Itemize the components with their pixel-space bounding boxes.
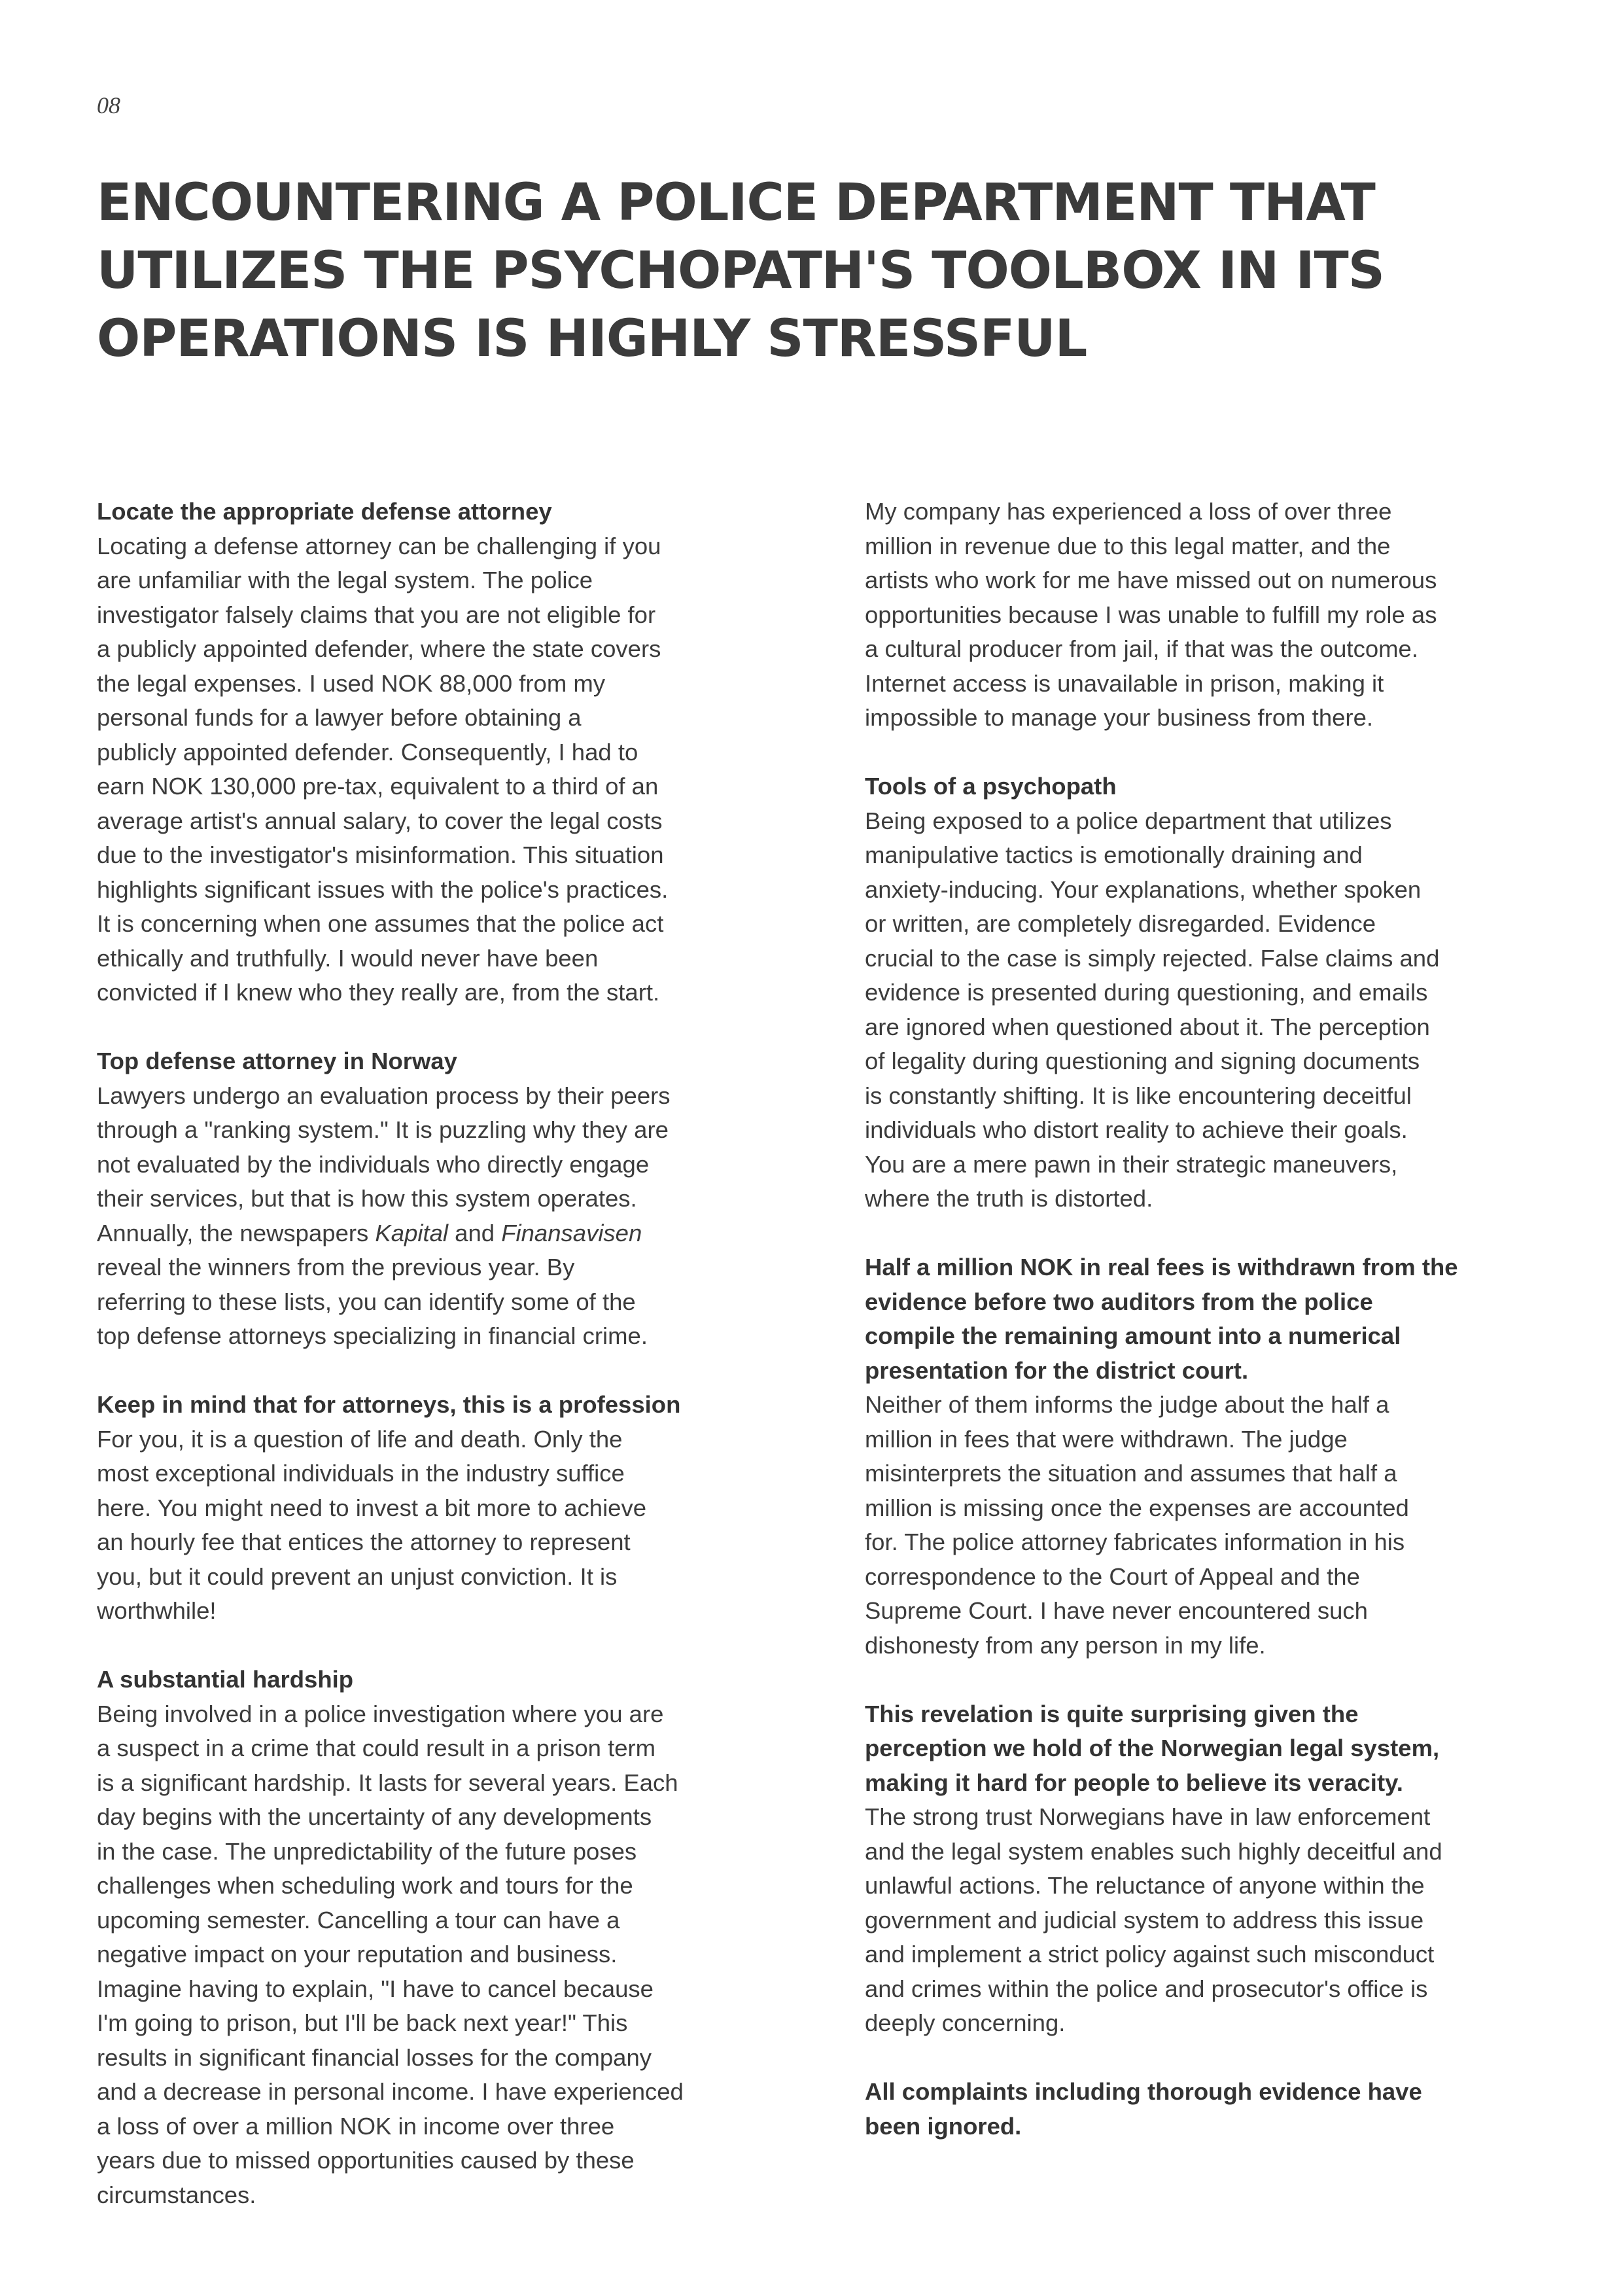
section-complaints [865, 2075, 1539, 2144]
text-line: an hourly fee that entices the attorney to represent [97, 1528, 631, 1555]
text-line: highlights significant issues with the police's practices. [97, 875, 669, 903]
right-column [865, 495, 1539, 2178]
text-line: You are a mere pawn in their strategic maneuvers, [865, 1150, 1398, 1178]
heading-line: perception we hold of the Norwegian legal system, [865, 1735, 1440, 1761]
text-line: a suspect in a crime that could result in a prison term [97, 1735, 656, 1761]
text-line: Supreme Court. I have never encountered such [865, 1597, 1368, 1624]
text-line: reveal the winners from the previous year. By [97, 1254, 575, 1280]
text-line: and the legal system enables such highly deceitful and [865, 1837, 1442, 1865]
text-line: publicly appointed defender. Consequently, I had to [97, 738, 638, 766]
text-line: million in fees that were withdrawn. The judge [865, 1425, 1348, 1453]
text-line: The strong trust Norwegians have in law enforcement [865, 1803, 1431, 1830]
section-tools-of-psychopath [865, 769, 1539, 1216]
text-line: manipulative tactics is emotionally draining and [865, 841, 1363, 868]
section-heading: Top defense attorney in Norway [97, 1048, 457, 1074]
text-line: evidence is presented during questioning, and emails [865, 979, 1428, 1006]
newspaper-name: Kapital [375, 1219, 449, 1246]
text-line: the legal expenses. I used NOK 88,000 from my [97, 669, 606, 697]
section-body [97, 1697, 764, 2213]
section-revelation [865, 1697, 1539, 2041]
page-number: 08 [97, 92, 120, 118]
text-line: are ignored when questioned about it. The perception [865, 1013, 1430, 1040]
text-line: crucial to the case is simply rejected. False claims and [865, 944, 1440, 972]
section-heading [865, 2075, 1539, 2144]
text-line: due to the investigator's misinformation. This situation [97, 841, 664, 868]
text-line: or written, are completely disregarded. Evidence [865, 910, 1376, 937]
section-heading: Locate the appropriate defense attorney [97, 498, 552, 525]
section-heading [865, 1697, 1539, 1801]
text-line: of legality during questioning and signing documents [865, 1048, 1420, 1074]
heading-line: Half a million NOK in real fees is withdrawn from the [865, 1254, 1458, 1280]
section-company-loss [865, 495, 1539, 735]
section-body [865, 1800, 1539, 2041]
text-line: are unfamiliar with the legal system. The police [97, 567, 593, 593]
text-line: For you, it is a question of life and death. Only the [97, 1425, 623, 1453]
text-line: convicted if I knew who they really are, from the start. [97, 979, 660, 1006]
section-heading: Keep in mind that for attorneys, this is a profession [97, 1391, 681, 1418]
text-line: not evaluated by the individuals who directly engage [97, 1150, 650, 1178]
text-line: where the truth is distorted. [865, 1185, 1153, 1212]
text-line: ethically and truthfully. I would never have been [97, 944, 599, 972]
text-line: deeply concerning. [865, 2009, 1066, 2036]
text-line: anxiety-inducing. Your explanations, whether spoken [865, 875, 1422, 903]
newspaper-name: Finansavisen [501, 1219, 642, 1246]
text-line: individuals who distort reality to achieve their goals. [865, 1116, 1408, 1143]
section-heading: Tools of a psychopath [865, 773, 1117, 800]
text-line: worthwhile! [97, 1597, 217, 1624]
text-line: and crimes within the police and prosecutor's office is [865, 1975, 1428, 2002]
text-line: million in revenue due to this legal matter, and the [865, 532, 1391, 559]
text-line: through a "ranking system." It is puzzling why they are [97, 1116, 669, 1143]
text-line [97, 1216, 764, 1251]
text-line: correspondence to the Court of Appeal and the [865, 1563, 1360, 1590]
text-line: I'm going to prison, but I'll be back next year!" This [97, 2009, 628, 2036]
section-hardship [97, 1663, 764, 2212]
text-line: average artist's annual salary, to cover the legal costs [97, 807, 663, 834]
text-line: investigator falsely claims that you are not eligible for [97, 601, 656, 628]
text-line: results in significant financial losses for the company [97, 2043, 652, 2071]
text-line: challenges when scheduling work and tours for the [97, 1872, 633, 1899]
section-body [97, 1422, 764, 1629]
title-line: UTILIZES THE PSYCHOPATH'S TOOLBOX IN ITS [97, 241, 1384, 300]
heading-line: been ignored. [865, 2112, 1022, 2140]
heading-line: evidence before two auditors from the police [865, 1288, 1373, 1315]
text-line: you, but it could prevent an unjust conviction. It is [97, 1563, 618, 1590]
text-line: is constantly shifting. It is like encountering deceitful [865, 1082, 1412, 1109]
heading-line: This revelation is quite surprising given the [865, 1700, 1359, 1727]
section-body [865, 495, 1539, 735]
page-title [97, 169, 1536, 373]
heading-line: All complaints including thorough evidence have [865, 2078, 1422, 2105]
text-line: for. The police attorney fabricates information in his [865, 1528, 1405, 1555]
text-fragment: Annually, the newspapers [97, 1219, 375, 1246]
text-line: personal funds for a lawyer before obtaining a [97, 704, 582, 731]
section-half-million [865, 1250, 1539, 1663]
text-line: opportunities because I was unable to fulfill my role as [865, 601, 1437, 628]
text-line: Imagine having to explain, "I have to cancel because [97, 1975, 654, 2002]
text-line: here. You might need to invest a bit more to achieve [97, 1494, 647, 1521]
text-line: Internet access is unavailable in prison, making it [865, 669, 1384, 697]
text-line: government and judicial system to address this issue [865, 1906, 1424, 1934]
text-line: impossible to manage your business from there. [865, 704, 1374, 731]
heading-line: making it hard for people to believe its veracity. [865, 1769, 1403, 1796]
text-line: My company has experienced a loss of over three [865, 498, 1392, 525]
text-line: is a significant hardship. It lasts for several years. Each [97, 1769, 678, 1796]
text-line: dishonesty from any person in my life. [865, 1631, 1266, 1659]
text-line: Being exposed to a police department that utilizes [865, 807, 1392, 834]
text-line: earn NOK 130,000 pre-tax, equivalent to a third of an [97, 773, 659, 800]
text-line: Neither of them informs the judge about the half a [865, 1391, 1389, 1418]
text-line: It is concerning when one assumes that the police act [97, 910, 664, 937]
text-line: negative impact on your reputation and business. [97, 1941, 618, 1968]
text-line: Lawyers undergo an evaluation process by their peers [97, 1082, 671, 1109]
text-line: day begins with the uncertainty of any developments [97, 1803, 652, 1830]
text-line: in the case. The unpredictability of the future poses [97, 1837, 637, 1865]
section-body [865, 804, 1539, 1216]
text-line: misinterprets the situation and assumes that half a [865, 1460, 1397, 1487]
text-line: referring to these lists, you can identify some of the [97, 1288, 636, 1315]
text-line: circumstances. [97, 2181, 256, 2208]
text-fragment: and [448, 1219, 502, 1246]
text-line: top defense attorneys specializing in financial crime. [97, 1322, 648, 1349]
text-line: their services, but that is how this system operates. [97, 1185, 637, 1212]
heading-line: compile the remaining amount into a numerical [865, 1322, 1401, 1349]
text-line: million is missing once the expenses are accounted [865, 1494, 1409, 1521]
left-column [97, 495, 764, 2247]
section-body [865, 1388, 1539, 1663]
section-body [97, 1079, 764, 1354]
text-line: a publicly appointed defender, where the state covers [97, 635, 661, 662]
section-profession [97, 1388, 764, 1629]
text-line: a loss of over a million NOK in income over three [97, 2112, 615, 2140]
text-line: unlawful actions. The reluctance of anyone within the [865, 1872, 1425, 1899]
title-line: OPERATIONS IS HIGHLY STRESSFUL [97, 309, 1087, 368]
text-line: years due to missed opportunities caused by these [97, 2147, 635, 2174]
section-heading: A substantial hardship [97, 1666, 354, 1693]
text-line: upcoming semester. Cancelling a tour can have a [97, 1906, 620, 1934]
text-line: a cultural producer from jail, if that was the outcome. [865, 635, 1418, 662]
title-line: ENCOUNTERING A POLICE DEPARTMENT THAT [97, 173, 1375, 232]
text-line: artists who work for me have missed out on numerous [865, 567, 1437, 593]
text-line: and implement a strict policy against such misconduct [865, 1941, 1435, 1968]
text-line: most exceptional individuals in the industry suffice [97, 1460, 625, 1487]
text-line: Being involved in a police investigation where you are [97, 1700, 664, 1727]
heading-line: presentation for the district court. [865, 1356, 1249, 1384]
section-defense-attorney [97, 495, 764, 1010]
section-top-defense-attorney [97, 1044, 764, 1354]
section-heading [865, 1250, 1539, 1388]
section-body [97, 529, 764, 1010]
text-line: Locating a defense attorney can be challenging if you [97, 532, 661, 559]
text-line: and a decrease in personal income. I have experienced [97, 2078, 684, 2105]
